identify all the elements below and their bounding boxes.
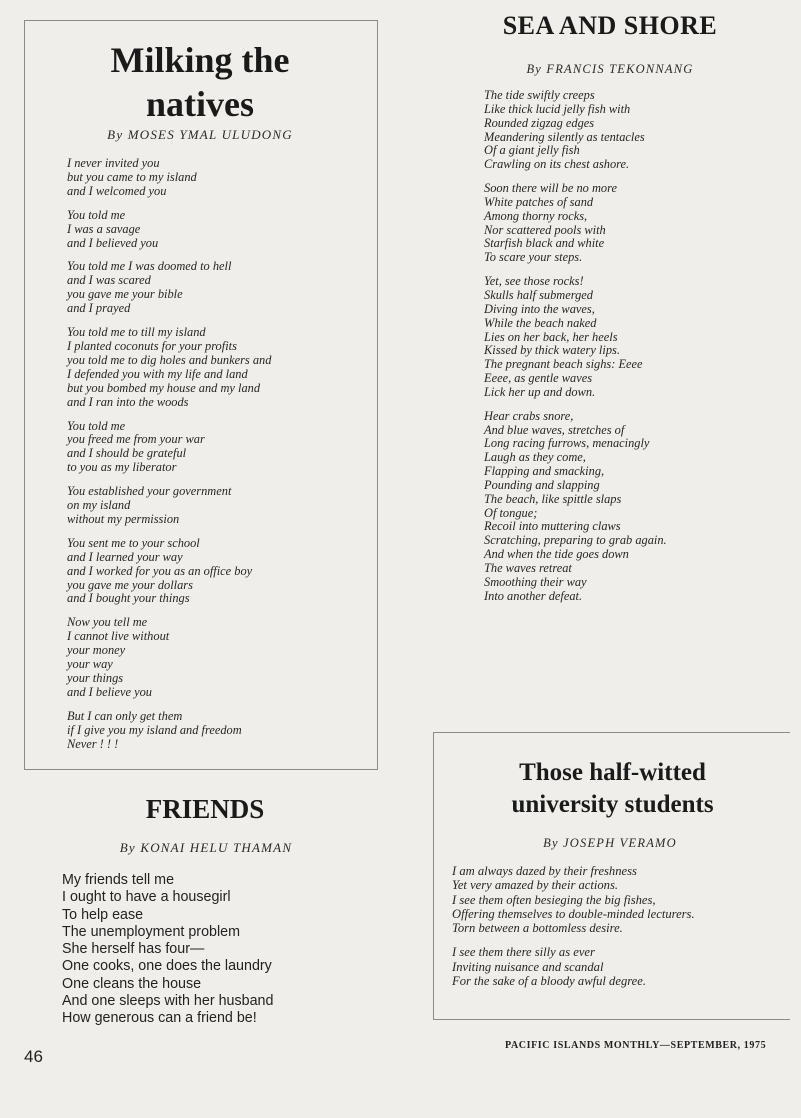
poem-line: and I prayed [67, 301, 131, 316]
poem-line: Yet very amazed by their actions. [452, 878, 619, 893]
poem-line: without my permission [67, 511, 180, 526]
poem-line: I defended you with my life and land [67, 366, 248, 381]
poem-line: but you came to my island [67, 169, 197, 184]
poem-line: Skulls half submerged [484, 287, 593, 302]
poem-line: Crawling on its chest ashore. [484, 157, 630, 172]
poem-line: I am always dazed by their freshness [452, 864, 637, 878]
poem-stanza [484, 410, 784, 604]
poem-line: Laugh as they come, [484, 450, 586, 465]
poem-line: Long racing furrows, menacingly [484, 436, 650, 451]
poem-stanza [67, 710, 367, 752]
poem-line: Hear crabs snore, [484, 408, 574, 423]
poem-stanza [67, 420, 367, 476]
poem-line: Nor scattered pools with [484, 222, 606, 237]
poem-line: and I worked for you as an office boy [67, 563, 253, 578]
poem-line: You sent me to your school [67, 535, 200, 550]
poem-line: You told me I was doomed to hell [67, 259, 232, 274]
poem-line: your things [67, 671, 124, 685]
poem-line: and I ran into the woods [67, 394, 189, 409]
poem-line: And one sleeps with her husband [62, 993, 274, 1010]
poem-line: Smoothing their way [484, 574, 587, 589]
publication-footer: PACIFIC ISLANDS MONTHLY—SEPTEMBER, 1975 [505, 1040, 767, 1051]
poem-line: you gave me your bible [67, 287, 183, 302]
poem-body-university-students [452, 864, 782, 998]
poem-line: I never invited you [67, 156, 160, 170]
poem-stanza [67, 616, 367, 699]
poem-body-sea-and-shore [484, 89, 784, 614]
poem-stanza [67, 157, 367, 199]
poem-line: You established your government [67, 484, 232, 499]
poem-line: White patches of sand [484, 194, 594, 209]
poem-line: Like thick lucid jelly fish with [484, 101, 631, 116]
poem-title-sea-and-shore: SEA AND SHORE [502, 11, 718, 40]
poem-line: I planted coconuts for your profits [67, 338, 237, 353]
poem-stanza [452, 864, 782, 935]
poem-stanza [484, 182, 784, 265]
poem-line: She herself has four— [62, 941, 205, 958]
poem-body-friends [62, 872, 362, 1028]
poem-line: You told me [67, 207, 126, 222]
poem-line: And when the tide goes down [484, 547, 629, 562]
poem-line: Starfish black and white [484, 236, 605, 251]
poem-line: and I learned your way [67, 549, 183, 564]
poem-line: I see them there silly as ever [452, 945, 595, 960]
poem-line: Now you tell me [67, 615, 148, 630]
poem-line: Of tongue; [484, 505, 538, 520]
poem-line: Kissed by thick watery lips. [484, 343, 620, 358]
poem-line: I cannot live without [67, 629, 170, 644]
poem-line: and I bought your things [67, 591, 190, 606]
poem-line: Of a giant jelly fish [484, 143, 580, 158]
poem-line: on my island [67, 498, 131, 513]
poem-line: The unemployment problem [62, 923, 241, 940]
poem-line: to you as my liberator [67, 460, 177, 475]
poem-line: Among thorny rocks, [484, 208, 588, 223]
poem-stanza [484, 275, 784, 400]
poem-line: But I can only get them [67, 708, 183, 723]
poem-line: Eeee, as gentle waves [484, 371, 593, 386]
poem-line: and I welcomed you [67, 183, 167, 198]
poem-line: Into another defeat. [484, 588, 583, 603]
poem-line: While the beach naked [484, 315, 597, 330]
poem-line: Torn between a bottomless desire. [452, 921, 623, 936]
poem-title-university-students [440, 757, 785, 821]
poem-line: if I give you my island and freedom [67, 722, 242, 737]
poem-line: How generous can a friend be! [62, 1010, 257, 1027]
poem-line: You told me to till my island [67, 325, 206, 340]
poem-line: I was a savage [67, 221, 141, 236]
poem-line: Rounded zigzag edges [484, 115, 595, 130]
poem-line: I see them often besieging the big fishes, [452, 892, 656, 907]
poem-line: your way [67, 657, 113, 672]
poem-byline: By KONAI HELU THAMAN [119, 840, 293, 855]
poem-line: For the sake of a bloody awful degree. [452, 974, 646, 989]
poem-line: Yet, see those rocks! [484, 274, 584, 289]
poem-stanza [452, 945, 782, 988]
poem-byline: By JOSEPH VERAMO [543, 836, 677, 850]
poem-line: and I believed you [67, 235, 159, 250]
poem-byline: By FRANCIS TEKONNANG [526, 62, 694, 76]
poem-line: Lick her up and down. [484, 384, 596, 399]
poem-body-milking-the-natives [67, 157, 367, 762]
poem-line: To scare your steps. [484, 250, 583, 265]
poem-line: The beach, like spittle slaps [484, 491, 622, 506]
poem-title-line: Milking the [110, 40, 290, 80]
poem-line: You told me [67, 418, 126, 433]
poem-stanza [67, 209, 367, 251]
poem-line: Never ! ! ! [67, 736, 119, 751]
poem-line: Inviting nuisance and scandal [452, 959, 604, 974]
poem-line: One cleans the house [62, 975, 202, 992]
poem-line: and I believe you [67, 684, 152, 699]
poem-line: The pregnant beach sighs: Eeee [484, 357, 643, 372]
poem-stanza [484, 89, 784, 172]
poem-stanza [67, 537, 367, 607]
poem-title-milking-the-natives [24, 38, 376, 126]
poem-line: I ought to have a housegirl [62, 889, 231, 906]
poem-title-line: natives [146, 84, 254, 124]
poem-stanza [67, 485, 367, 527]
poem-line: and I was scared [67, 273, 151, 288]
poem-line: but you bombed my house and my land [67, 380, 261, 395]
poem-title-line: university students [511, 791, 714, 818]
poem-line: you freed me from your war [67, 432, 205, 447]
poem-line: your money [67, 643, 126, 658]
poem-stanza [67, 326, 367, 409]
poem-line: Meandering silently as tentacles [484, 129, 645, 144]
poem-line: My friends tell me [62, 872, 175, 888]
poem-line: Recoil into muttering claws [484, 519, 621, 534]
poem-line: Offering themselves to double-minded lecturers. [452, 906, 695, 921]
poem-line: One cooks, one does the laundry [62, 958, 272, 975]
poem-line: Flapping and smacking, [484, 464, 605, 479]
poem-line: you gave me your dollars [67, 577, 193, 592]
poem-line: Scratching, preparing to grab again. [484, 533, 667, 548]
page-number: 46 [24, 1047, 43, 1066]
poem-line: Pounding and slapping [484, 477, 600, 492]
poem-line: To help ease [62, 906, 144, 923]
poem-title-friends: FRIENDS [145, 794, 265, 824]
poem-byline: By MOSES YMAL ULUDONG [107, 127, 293, 142]
poem-line: Soon there will be no more [484, 181, 617, 196]
poem-line: The waves retreat [484, 561, 572, 575]
poem-line: The tide swiftly creeps [484, 88, 595, 102]
poem-line: And blue waves, stretches of [484, 422, 625, 437]
poem-line: and I should be grateful [67, 446, 187, 461]
poem-stanza [67, 260, 367, 316]
poem-line: you told me to dig holes and bunkers and [67, 352, 272, 367]
poem-line: Lies on her back, her heels [484, 329, 618, 344]
poem-line: Diving into the waves, [484, 301, 595, 316]
poem-title-line: Those half-witted [519, 759, 706, 786]
